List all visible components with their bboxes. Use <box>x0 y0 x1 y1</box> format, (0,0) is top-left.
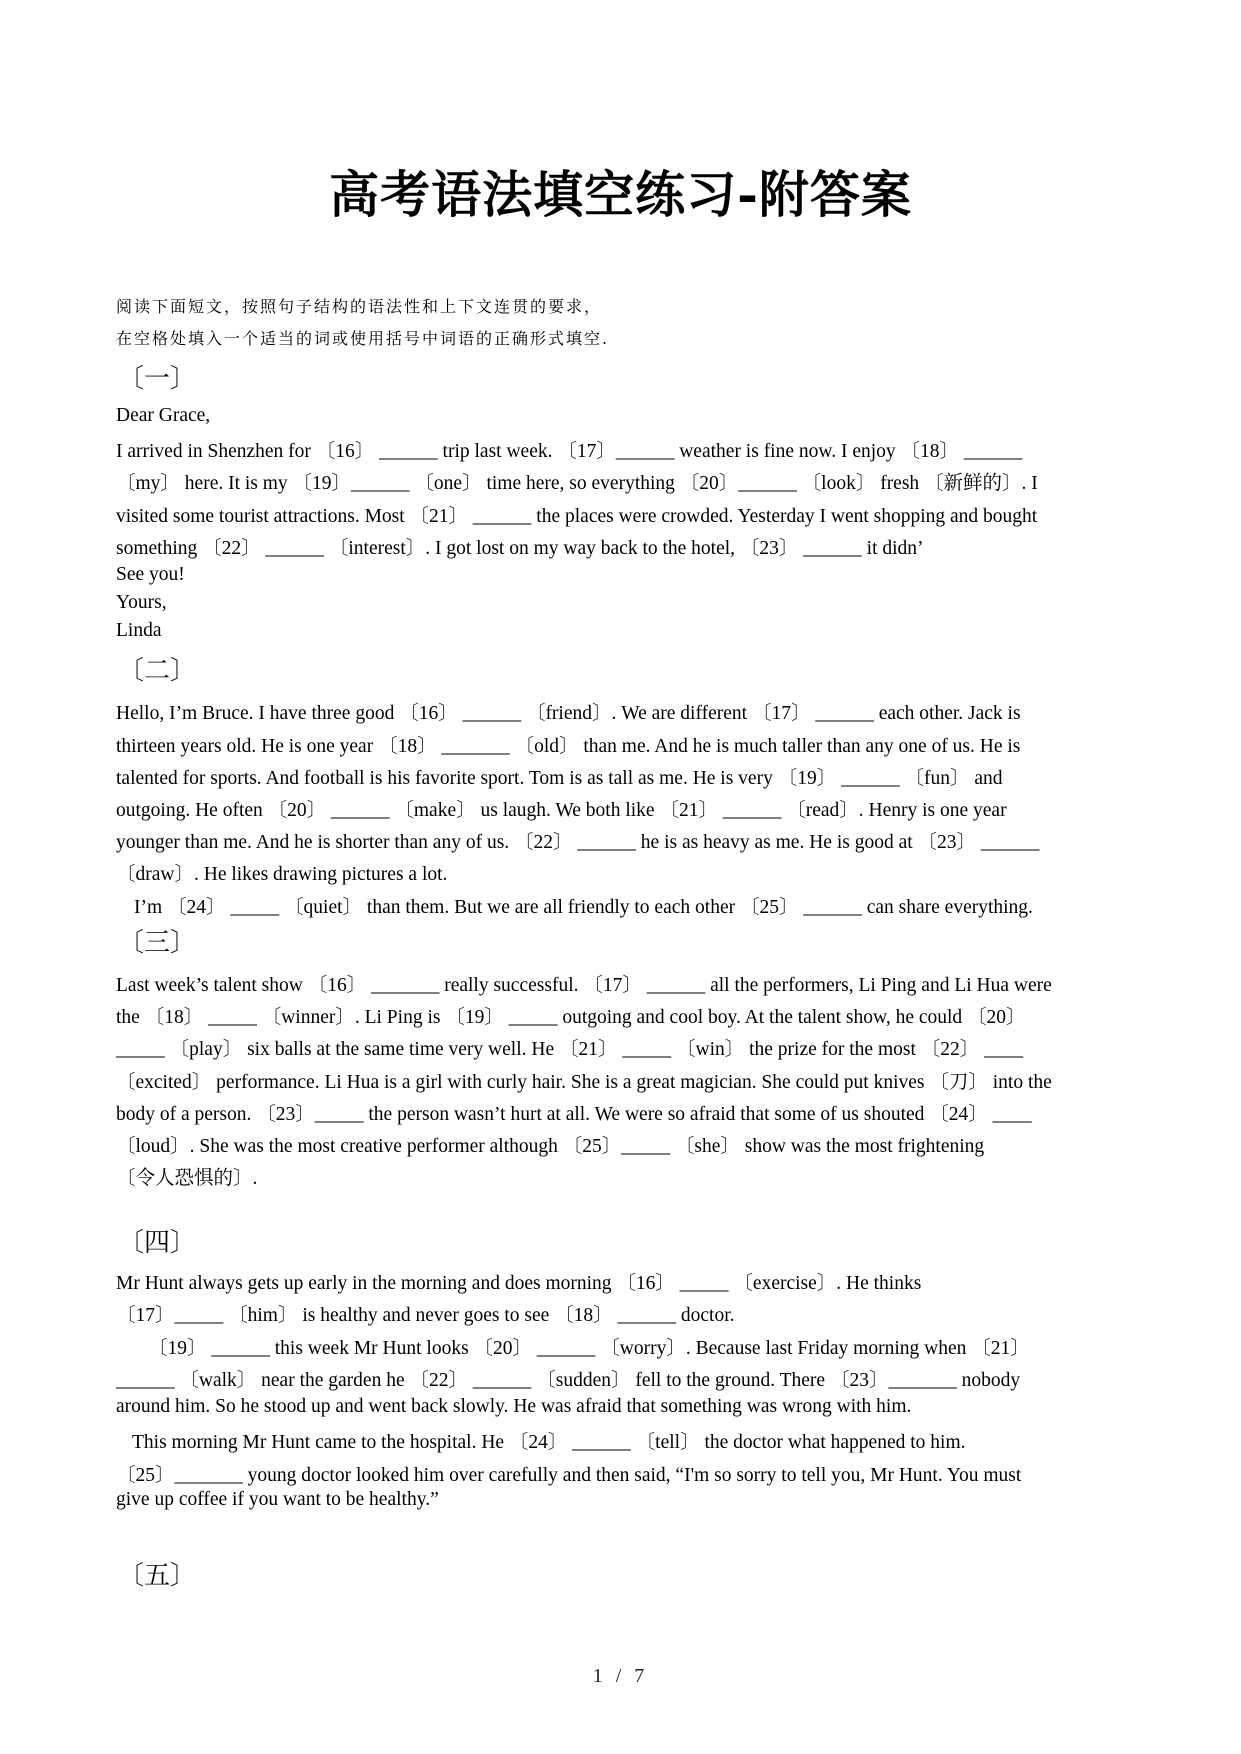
section-3-line: Last week’s talent show 〔16〕 _______ really successful. 〔17〕 ______ all the performers, Li Ping and Li Hua were <box>116 975 1052 996</box>
section-2-line: younger than me. And he is shorter than any of us. 〔22〕 ______ he is as heavy as me. He is good at 〔23〕 ______ <box>116 832 1040 853</box>
section-4-line: around him. So he stood up and went back slowly. He was afraid that something was wrong with him. <box>116 1396 912 1417</box>
section-3-line: 〔令人恐惧的〕. <box>116 1168 258 1189</box>
section-1-line: See you! <box>116 564 185 585</box>
section-3-line: body of a person. 〔23〕_____ the person wasn’t hurt at all. We were so afraid that some of us shouted 〔24〕 ____ <box>116 1104 1032 1125</box>
section-2-line: talented for sports. And football is his favorite sport. Tom is as tall as me. He is very 〔19〕 ______ 〔fun〕 and <box>116 768 1003 789</box>
instruction-line-2: 在空格处填入一个适当的词或使用括号中词语的正确形式填空. <box>116 329 610 348</box>
section-2-line: I’m 〔24〕 _____ 〔quiet〕 than them. But we are all friendly to each other 〔25〕 ______ can share everything. <box>134 897 1033 918</box>
section-2-line: outgoing. He often 〔20〕 ______ 〔make〕 us laugh. We both like 〔21〕 ______ 〔read〕. Henry is one year <box>116 800 1007 821</box>
section-2-line: 〔draw〕. He likes drawing pictures a lot. <box>116 864 448 885</box>
section-1-line: something 〔22〕 ______ 〔interest〕. I got lost on my way back to the hotel, 〔23〕 ______ it didn’ <box>116 538 924 559</box>
section-2-heading: 〔二〕 <box>118 656 197 686</box>
section-4-line: 〔17〕_____ 〔him〕 is healthy and never goes to see 〔18〕 ______ doctor. <box>116 1305 735 1326</box>
section-4-heading: 〔四〕 <box>118 1228 197 1258</box>
section-1-line: Yours, <box>116 592 167 613</box>
section-1-line: Linda <box>116 620 162 641</box>
section-3-heading: 〔三〕 <box>118 928 197 958</box>
section-1-line: visited some tourist attractions. Most 〔21〕 ______ the places were crowded. Yesterday I went shopping and bought <box>116 506 1038 527</box>
section-4-line: Mr Hunt always gets up early in the morning and does morning 〔16〕 _____ 〔exercise〕. He thinks <box>116 1273 922 1294</box>
page-number: 1 / 7 <box>592 1665 649 1687</box>
page-title: 高考语法填空练习-附答案 <box>329 165 912 224</box>
section-3-line: 〔excited〕 performance. Li Hua is a girl with curly hair. She is a great magician. She could put knives 〔刀〕 into the <box>116 1072 1052 1093</box>
section-2-line: Hello, I’m Bruce. I have three good 〔16〕 ______ 〔friend〕. We are different 〔17〕 ______ each other. Jack is <box>116 703 1021 724</box>
section-4-line: 〔19〕 ______ this week Mr Hunt looks 〔20〕 ______ 〔worry〕. Because last Friday morning when 〔21〕 <box>148 1338 1030 1359</box>
section-1-heading: 〔一〕 <box>118 364 197 394</box>
section-3-line: _____ 〔play〕 six balls at the same time very well. He 〔21〕 _____ 〔win〕 the prize for the most 〔22〕 ____ <box>116 1039 1024 1060</box>
section-1-line: 〔my〕 here. It is my 〔19〕______ 〔one〕 time here, so everything 〔20〕______ 〔look〕 fresh 〔新鲜的〕. I <box>116 473 1038 494</box>
section-4-line: ______ 〔walk〕 near the garden he 〔22〕 ______ 〔sudden〕 fell to the ground. There 〔23〕_______ nobody <box>116 1370 1021 1391</box>
section-3-line: the 〔18〕 _____ 〔winner〕. Li Ping is 〔19〕 _____ outgoing and cool boy. At the talent show, he could 〔20〕 <box>116 1007 1026 1028</box>
section-4-line: This morning Mr Hunt came to the hospital. He 〔24〕 ______ 〔tell〕 the doctor what happened to him. <box>132 1432 966 1453</box>
section-1-line: Dear Grace, <box>116 405 211 426</box>
section-3-line: 〔loud〕. She was the most creative performer although 〔25〕_____ 〔she〕 show was the most frightening <box>116 1136 985 1157</box>
section-5-heading: 〔五〕 <box>118 1561 197 1591</box>
section-4-line: 〔25〕_______ young doctor looked him over carefully and then said, “I'm so sorry to tell you, Mr Hunt. You must <box>116 1465 1022 1486</box>
instruction-line-1: 阅读下面短文，按照句子结构的语法性和上下文连贯的要求， <box>116 297 603 316</box>
section-1-line: I arrived in Shenzhen for 〔16〕 ______ trip last week. 〔17〕______ weather is fine now. I enjoy 〔18〕 ______ <box>116 441 1023 462</box>
section-4-line: give up coffee if you want to be healthy.” <box>116 1489 439 1510</box>
section-2-line: thirteen years old. He is one year 〔18〕 _______ 〔old〕 than me. And he is much taller than any one of us. He is <box>116 736 1021 757</box>
